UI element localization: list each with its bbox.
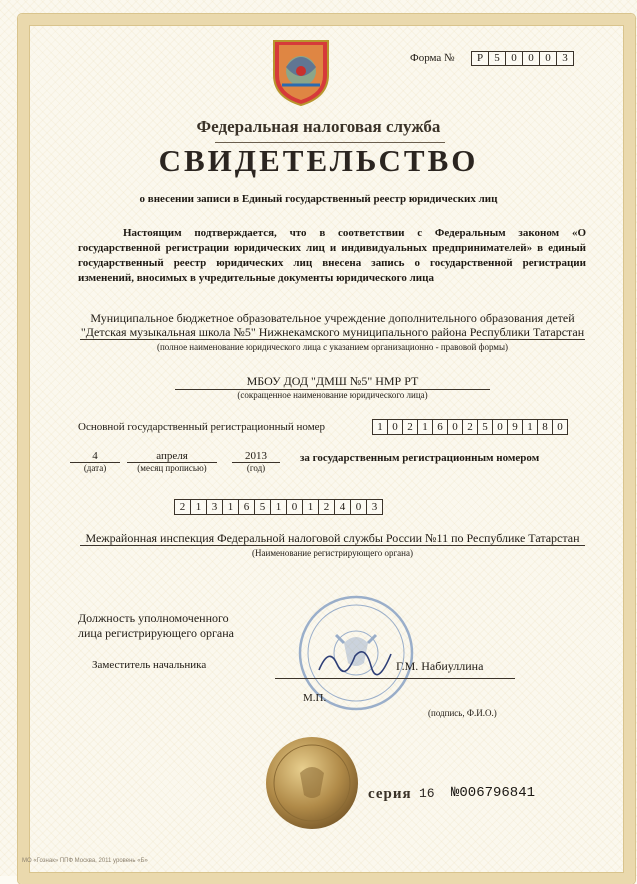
handwritten-signature-icon xyxy=(315,640,395,680)
date-month-value: апреля xyxy=(156,450,188,462)
grn-cell: 5 xyxy=(254,499,271,515)
document-title: СВИДЕТЕЛЬСТВО xyxy=(158,143,479,178)
form-cell: 3 xyxy=(556,51,574,66)
ogrn-cell: 9 xyxy=(507,419,523,435)
position-title-line2: лица регистрирующего органа xyxy=(78,626,234,640)
signature-rule xyxy=(275,678,515,679)
organization-short-name-caption: (сокращенное наименование юридического лица) xyxy=(237,390,428,400)
gold-seal-icon xyxy=(264,735,360,831)
signer-name: Г.М. Набиуллина xyxy=(396,659,484,673)
registering-authority-caption: (Наименование регистрирующего органа) xyxy=(252,548,413,558)
series-label: серия xyxy=(368,786,412,802)
date-day-value: 4 xyxy=(92,450,98,462)
ogrn-cell: 2 xyxy=(462,419,478,435)
ogrn-cell: 0 xyxy=(387,419,403,435)
grn-cell: 3 xyxy=(206,499,223,515)
form-cell: Р xyxy=(471,51,489,66)
ogrn-cell: 0 xyxy=(447,419,463,435)
date-day-field xyxy=(70,450,120,473)
ogrn-cell: 8 xyxy=(537,419,553,435)
date-day-caption: (дата) xyxy=(83,463,107,473)
ogrn-cell: 1 xyxy=(372,419,388,435)
grn-cell: 1 xyxy=(222,499,239,515)
date-year-value: 2013 xyxy=(245,450,267,462)
ogrn-cell: 6 xyxy=(432,419,448,435)
position-title xyxy=(78,611,234,641)
form-cell: 0 xyxy=(505,51,523,66)
organization-full-name-caption: (полное наименование юридического лица с указанием организационно - правовой формы) xyxy=(156,342,509,352)
ogrn-cell: 5 xyxy=(477,419,493,435)
date-year-field xyxy=(232,450,280,473)
ogrn-cell: 0 xyxy=(552,419,568,435)
coat-of-arms-emblem-icon xyxy=(270,35,332,107)
service-name: Федеральная налоговая служба xyxy=(196,117,441,136)
grn-cell: 1 xyxy=(190,499,207,515)
grn-cells xyxy=(175,499,383,515)
organization-short-name xyxy=(80,374,585,400)
grn-cell: 1 xyxy=(270,499,287,515)
signer-position: Заместитель начальника xyxy=(92,659,207,671)
form-number-cells xyxy=(472,51,574,66)
registering-authority xyxy=(80,531,585,560)
date-month-caption: (месяц прописью) xyxy=(137,463,207,473)
certificate-number: №006796841 xyxy=(451,785,536,801)
form-cell: 0 xyxy=(522,51,540,66)
organization-full-name-value: Муниципальное бюджетное образовательное учреждение дополнительного образования детей "Детская музыкальная школа №5" Нижнекамского муниципального района Республики Татарстан xyxy=(80,311,585,339)
registering-authority-value: Межрайонная инспекция Федеральной налоговой службы России №11 по Республике Татарстан xyxy=(85,531,580,545)
grn-cell: 2 xyxy=(174,499,191,515)
grn-cell: 0 xyxy=(350,499,367,515)
ogrn-cell: 2 xyxy=(402,419,418,435)
ogrn-label: Основной государственный регистрационный номер xyxy=(78,421,326,433)
grn-cell: 3 xyxy=(366,499,383,515)
form-cell: 0 xyxy=(539,51,557,66)
ogrn-cell: 1 xyxy=(417,419,433,435)
grn-label: за государственным регистрационным номером xyxy=(300,452,540,464)
signature-caption: (подпись, Ф.И.О.) xyxy=(428,708,497,718)
form-cell: 5 xyxy=(488,51,506,66)
ogrn-cell: 0 xyxy=(492,419,508,435)
grn-cell: 6 xyxy=(238,499,255,515)
organization-full-name xyxy=(80,311,585,354)
grn-cell: 0 xyxy=(286,499,303,515)
series-number: 16 xyxy=(419,786,435,801)
document-subtitle: о внесении записи в Единый государственный реестр юридических лиц xyxy=(139,193,498,205)
ogrn-cell: 1 xyxy=(522,419,538,435)
date-year-caption: (год) xyxy=(246,463,266,473)
position-title-line1: Должность уполномоченного xyxy=(78,611,229,625)
grn-cell: 2 xyxy=(318,499,335,515)
seal-place-label: М.П. xyxy=(303,692,327,704)
grn-cell: 1 xyxy=(302,499,319,515)
grn-cell: 4 xyxy=(334,499,351,515)
ogrn-cells xyxy=(373,419,568,435)
organization-short-name-value: МБОУ ДОД "ДМШ №5" НМР РТ xyxy=(246,374,419,388)
confirmation-text: Настоящим подтверждается, что в соответствии с Федеральным законом «О государственной регистрации юридических лиц и индивидуальных предпринимателей» в единый государственный реестр юридических лиц внесена запись о государственной регистрации изменений, вносимых в учредительные документы юридического лица xyxy=(78,227,586,284)
form-number-label: Форма № xyxy=(410,52,455,64)
printer-footer: МО «Гознак» ППФ Москва, 2011 уровень «Б» xyxy=(22,858,148,864)
date-month-field xyxy=(127,450,217,473)
